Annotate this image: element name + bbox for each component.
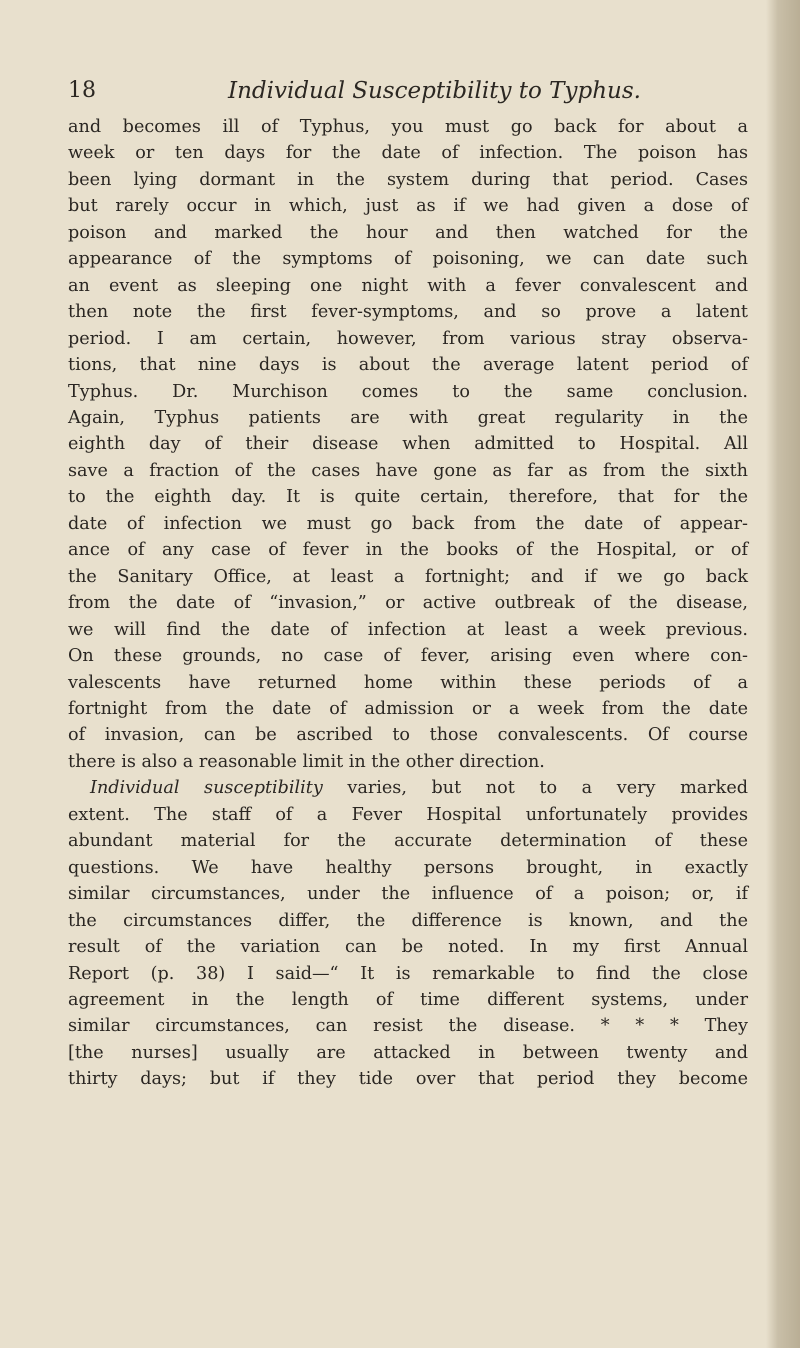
text-line: the circumstances differ, the difference is known, and the [68, 910, 748, 931]
text-line: the Sanitary Office, at least a fortnight; and if we go back [68, 566, 748, 587]
text-line: result of the variation can be noted. In my first Annual [68, 937, 748, 958]
paragraph-first-line [68, 775, 748, 801]
text-line: we will find the date of infection at least a week previous. [68, 619, 748, 640]
text-line: period. I am certain, however, from various stray observa- [68, 328, 748, 349]
text-run: varies, but not to a very marked [322, 778, 748, 799]
text-line: eighth day of their disease when admitted to Hospital. All [68, 434, 748, 455]
text-line: been lying dormant in the system during that period. Cases [68, 169, 748, 190]
text-line: save a fraction of the cases have gone as far as from the sixth [68, 460, 748, 481]
text-line: to the eighth day. It is quite certain, therefore, that for the [68, 487, 748, 508]
text-line: week or ten days for the date of infection. The poison has [68, 143, 748, 164]
text-line: and becomes ill of Typhus, you must go back for about a [68, 117, 748, 137]
text-line: agreement in the length of time different systems, under [68, 989, 748, 1010]
text-line: of invasion, can be ascribed to those convalescents. Of course [68, 725, 748, 746]
text-line: On these grounds, no case of fever, arising even where con- [68, 646, 748, 667]
text-line: poison and marked the hour and then watched for the [68, 222, 748, 243]
text-line: abundant material for the accurate determination of these [68, 831, 748, 852]
text-line: questions. We have healthy persons brought, in exactly [68, 857, 748, 878]
text-line: extent. The staff of a Fever Hospital unfortunately provides [68, 804, 748, 825]
text-line: valescents have returned home within these periods of a [68, 672, 748, 693]
page-header [68, 78, 740, 112]
text-line: Report (p. 38) I said—“ It is remarkable to find the close [68, 963, 748, 984]
running-title: Individual Susceptibility to Typhus. [228, 78, 641, 104]
text-line: ance of any case of fever in the books of the Hospital, or of [68, 540, 748, 561]
text-line: there is also a reasonable limit in the other direction. [68, 751, 545, 772]
text-line: then note the first fever-symptoms, and so prove a latent [68, 302, 748, 323]
text-line: [the nurses] usually are attacked in between twenty and [68, 1042, 748, 1063]
text-line: similar circumstances, under the influence of a poison; or, if [68, 884, 748, 905]
text-line: Typhus. Dr. Murchison comes to the same conclusion. [68, 381, 748, 402]
text-line: date of infection we must go back from the date of appear- [68, 513, 748, 534]
body-text [68, 114, 748, 1093]
text-line: an event as sleeping one night with a fever convalescent and [68, 275, 748, 296]
text-line: thirty days; but if they tide over that period they become [68, 1069, 748, 1090]
page-edge-shadow [766, 0, 800, 1348]
page-number: 18 [68, 78, 96, 103]
text-line: from the date of “invasion,” or active outbreak of the disease, [68, 593, 748, 614]
text-line: fortnight from the date of admission or a week from the date [68, 698, 748, 719]
text-line: similar circumstances, can resist the disease. * * * They [68, 1016, 748, 1037]
text-line: Again, Typhus patients are with great regularity in the [68, 407, 748, 428]
italic-term: Individual susceptibility [90, 778, 323, 799]
text-line: tions, that nine days is about the average latent period of [68, 355, 748, 376]
text-line: but rarely occur in which, just as if we had given a dose of [68, 196, 748, 217]
text-line: appearance of the symptoms of poisoning, we can date such [68, 249, 748, 270]
